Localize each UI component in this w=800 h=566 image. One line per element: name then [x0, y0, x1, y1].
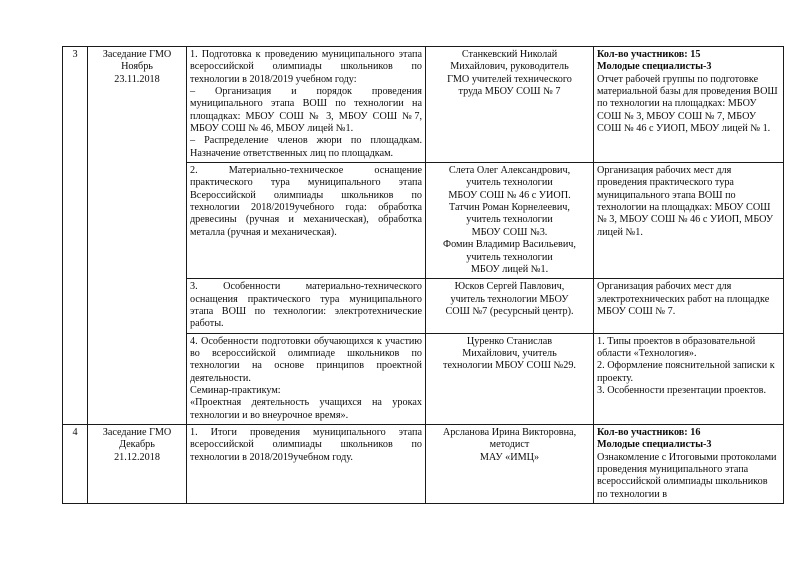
meeting-month-text: Ноябрь: [121, 61, 153, 73]
person-line: Слета Олег Александрович,: [448, 165, 571, 177]
result-paragraph: Организация рабочих мест для электротехнических работ на площадке МБОУ СОШ № 7.: [597, 281, 770, 317]
cell-result: [594, 163, 784, 279]
topic-paragraph: 1. Подготовка к проведению муниципального этапа всероссийской олимпиады школьников по технологии в 2018/2019 учебном году:: [190, 49, 422, 85]
row-number-text: 3: [72, 49, 78, 60]
cell-topic: [187, 279, 426, 333]
participants-count-text: Кол-во участников: 15: [597, 49, 701, 60]
person-line: Станкевский Николай: [461, 49, 558, 60]
person-line: Фомин Владимир Васильевич,: [443, 239, 576, 251]
person-line: СОШ №7 (ресурсный центр).: [445, 305, 574, 317]
cell-topic: [187, 424, 426, 503]
meeting-month-text: Декабрь: [119, 439, 155, 451]
meeting-date-text: 23.11.2018: [114, 73, 160, 85]
person-line: МБОУ СОШ №3.: [471, 226, 548, 238]
topic-paragraph: 2. Материально-техническое оснащение практического тура муниципального этапа Всероссийской олимпиады школьников по технологии 2018/2019учебного года: обработка древесины (ручная и механическая), обработка металла (ручная и механическая).: [190, 165, 422, 238]
meetings-table: [62, 46, 784, 504]
person-line: Татчин Роман Корнелеевич,: [449, 202, 570, 214]
topic-paragraph: 3. Особенности материально-технического оснащения практического тура муниципального этапа ВОШ по технологии: электротехнические работы.: [190, 281, 422, 330]
cell-person: [426, 279, 594, 333]
result-paragraph: 3. Особенности презентации проектов.: [597, 384, 767, 396]
result-paragraph: Ознакомление с Итоговыми протоколами проведения муниципального этапа всероссийской олимпиады школьников по технологии в: [597, 451, 777, 500]
cell-person: [426, 47, 594, 163]
result-paragraph: 1. Типы проектов в образовательной области «Технология».: [597, 335, 756, 359]
person-line: Михайлович, учитель: [462, 347, 557, 359]
person-line: методист: [489, 439, 530, 451]
young-specialists-text: Молодые специалисты-3: [597, 61, 712, 73]
person-line: учитель технологии МБОУ: [450, 293, 569, 305]
person-line: Юсков Сергей Павлович,: [454, 281, 565, 293]
result-paragraph: 2. Оформление пояснительной записки к проекту.: [597, 360, 775, 384]
person-line: МБОУ СОШ № 46 с УИОП.: [448, 189, 571, 201]
cell-person: [426, 333, 594, 424]
cell-topic: [187, 333, 426, 424]
meeting-date-text: 21.12.2018: [114, 451, 160, 463]
topic-paragraph: 4. Особенности подготовки обучающихся к участию во всероссийской олимпиаде школьников по технологии на основе принципов проектной деятельности.: [190, 335, 422, 384]
person-line: Арсланова Ирина Викторовна,: [442, 426, 577, 438]
person-line: ГМО учителей технического: [447, 73, 572, 85]
cell-topic: [187, 163, 426, 279]
cell-row-number: [63, 47, 88, 425]
cell-topic: [187, 47, 426, 163]
table-body: [63, 47, 784, 504]
person-line: технологии МБОУ СОШ №29.: [443, 360, 576, 372]
topic-paragraph: Семинар-практикум:: [190, 384, 281, 396]
row-number-text: 4: [72, 426, 78, 438]
table-row: [63, 47, 784, 163]
table-row: [63, 424, 784, 503]
cell-meeting: [88, 47, 187, 425]
result-paragraph: Отчет рабочей группы по подготовке материальной базы для проведения ВОШ по технологии на площадках: МБОУ СОШ № 3, МБОУ СОШ № 7, МБОУ СОШ № 46 с УИОП, МБОУ лицей № 1.: [597, 73, 778, 135]
person-line: Михайлович, руководитель: [450, 61, 569, 73]
person-line: учитель технологии: [466, 214, 553, 226]
topic-paragraph: – Организация и порядок проведения муниципального этапа ВОШ по технологии на площадках: МБОУ СОШ № 3, МБОУ СОШ №7, МБОУ СОШ № 46, МБОУ лицей №1.: [190, 86, 422, 135]
young-specialists-text: Молодые специалисты-3: [597, 439, 712, 451]
topic-paragraph: 1. Итоги проведения муниципального этапа всероссийской олимпиады школьников по технологии в 2018/2019учебном году.: [190, 426, 422, 463]
cell-result: [594, 47, 784, 163]
person-line: Цуренко Станислав: [466, 335, 553, 347]
topic-paragraph: «Проектная деятельность учащихся на уроках технологии и во внеурочное время».: [190, 397, 422, 421]
person-line: учитель технологии: [466, 251, 553, 263]
cell-person: [426, 424, 594, 503]
cell-result: [594, 279, 784, 333]
result-paragraph: Организация рабочих мест для проведения практического тура муниципального этапа ВОШ по технологии на площадках: МБОУ СОШ № 3, МБОУ СОШ № 46 с УИОП, МБОУ лицей №1.: [597, 165, 774, 238]
cell-row-number: [63, 424, 88, 503]
topic-paragraph: – Распределение членов жюри по площадкам. Назначение ответственных лиц по площадкам.: [190, 135, 422, 159]
meeting-title-text: Заседание ГМО: [102, 49, 172, 60]
person-line: МАУ «ИМЦ»: [479, 451, 540, 463]
cell-meeting: [88, 424, 187, 503]
meeting-title-text: Заседание ГМО: [102, 426, 172, 438]
person-line: МБОУ лицей №1.: [470, 263, 549, 275]
cell-result: [594, 424, 784, 503]
participants-count-text: Кол-во участников: 16: [597, 426, 701, 438]
cell-person: [426, 163, 594, 279]
cell-result: [594, 333, 784, 424]
person-line: учитель технологии: [466, 177, 553, 189]
person-line: труда МБОУ СОШ № 7: [458, 86, 561, 98]
